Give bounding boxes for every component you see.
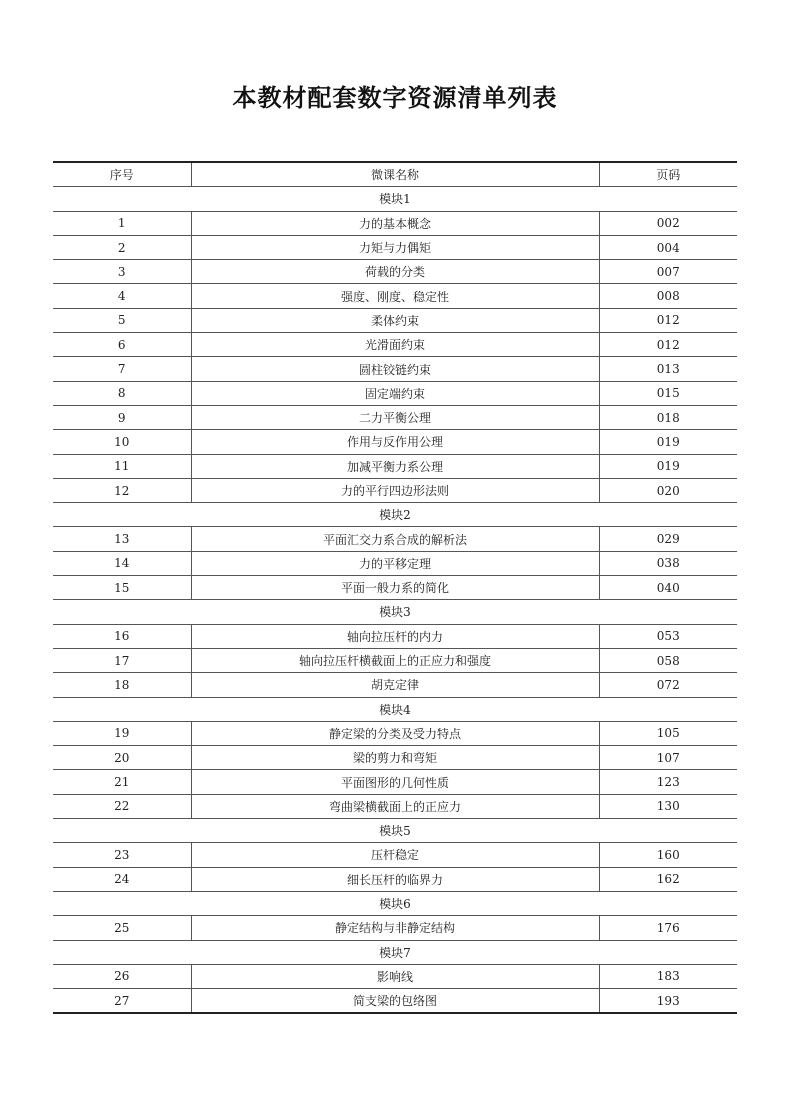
table-row bbox=[53, 235, 737, 259]
row-page: 029 bbox=[599, 527, 737, 551]
module-row bbox=[53, 891, 737, 915]
module-label: 模块1 bbox=[53, 187, 737, 211]
row-index: 3 bbox=[53, 260, 191, 284]
row-index: 19 bbox=[53, 721, 191, 745]
table-row bbox=[53, 381, 737, 405]
row-page: 160 bbox=[599, 843, 737, 867]
table-row bbox=[53, 843, 737, 867]
row-index: 8 bbox=[53, 381, 191, 405]
table-row bbox=[53, 551, 737, 575]
row-lesson-name: 力的基本概念 bbox=[191, 211, 599, 235]
table-row bbox=[53, 624, 737, 648]
row-lesson-name: 静定梁的分类及受力特点 bbox=[191, 721, 599, 745]
row-page: 040 bbox=[599, 576, 737, 600]
header-page: 页码 bbox=[599, 162, 737, 187]
module-label: 模块4 bbox=[53, 697, 737, 721]
row-page: 058 bbox=[599, 648, 737, 672]
module-row bbox=[53, 600, 737, 624]
module-label: 模块6 bbox=[53, 891, 737, 915]
row-page: 015 bbox=[599, 381, 737, 405]
table-row bbox=[53, 527, 737, 551]
module-label: 模块5 bbox=[53, 819, 737, 843]
row-index: 24 bbox=[53, 867, 191, 891]
row-index: 20 bbox=[53, 746, 191, 770]
row-lesson-name: 压杆稳定 bbox=[191, 843, 599, 867]
module-row bbox=[53, 819, 737, 843]
table-row bbox=[53, 333, 737, 357]
row-page: 053 bbox=[599, 624, 737, 648]
row-index: 10 bbox=[53, 430, 191, 454]
module-label: 模块2 bbox=[53, 503, 737, 527]
row-index: 23 bbox=[53, 843, 191, 867]
table-row bbox=[53, 964, 737, 988]
row-index: 1 bbox=[53, 211, 191, 235]
module-row bbox=[53, 187, 737, 211]
module-row bbox=[53, 940, 737, 964]
row-lesson-name: 强度、刚度、稳定性 bbox=[191, 284, 599, 308]
row-index: 5 bbox=[53, 308, 191, 332]
row-lesson-name: 平面汇交力系合成的解析法 bbox=[191, 527, 599, 551]
row-lesson-name: 柔体约束 bbox=[191, 308, 599, 332]
row-page: 020 bbox=[599, 478, 737, 502]
row-index: 14 bbox=[53, 551, 191, 575]
row-page: 107 bbox=[599, 746, 737, 770]
row-index: 12 bbox=[53, 478, 191, 502]
row-lesson-name: 简支梁的包络图 bbox=[191, 989, 599, 1014]
row-lesson-name: 影响线 bbox=[191, 964, 599, 988]
row-index: 4 bbox=[53, 284, 191, 308]
row-lesson-name: 轴向拉压杆横截面上的正应力和强度 bbox=[191, 648, 599, 672]
row-index: 27 bbox=[53, 989, 191, 1014]
table-row bbox=[53, 211, 737, 235]
table-row bbox=[53, 405, 737, 429]
row-page: 019 bbox=[599, 454, 737, 478]
table-row bbox=[53, 308, 737, 332]
row-page: 008 bbox=[599, 284, 737, 308]
row-page: 038 bbox=[599, 551, 737, 575]
row-index: 21 bbox=[53, 770, 191, 794]
row-lesson-name: 作用与反作用公理 bbox=[191, 430, 599, 454]
row-page: 013 bbox=[599, 357, 737, 381]
table-row bbox=[53, 673, 737, 697]
row-index: 17 bbox=[53, 648, 191, 672]
row-index: 9 bbox=[53, 405, 191, 429]
table-header-row bbox=[53, 162, 737, 187]
row-lesson-name: 细长压杆的临界力 bbox=[191, 867, 599, 891]
row-page: 012 bbox=[599, 333, 737, 357]
row-index: 18 bbox=[53, 673, 191, 697]
row-page: 123 bbox=[599, 770, 737, 794]
row-lesson-name: 弯曲梁横截面上的正应力 bbox=[191, 794, 599, 818]
table-row bbox=[53, 721, 737, 745]
row-index: 16 bbox=[53, 624, 191, 648]
module-row bbox=[53, 503, 737, 527]
table-row bbox=[53, 648, 737, 672]
row-page: 105 bbox=[599, 721, 737, 745]
row-page: 130 bbox=[599, 794, 737, 818]
header-index: 序号 bbox=[53, 162, 191, 187]
table-row bbox=[53, 746, 737, 770]
page-title: 本教材配套数字资源清单列表 bbox=[232, 84, 558, 112]
row-index: 2 bbox=[53, 235, 191, 259]
row-page: 007 bbox=[599, 260, 737, 284]
row-page: 176 bbox=[599, 916, 737, 940]
resource-table bbox=[53, 161, 737, 1014]
row-lesson-name: 梁的剪力和弯矩 bbox=[191, 746, 599, 770]
table-row bbox=[53, 454, 737, 478]
table-row bbox=[53, 916, 737, 940]
row-index: 22 bbox=[53, 794, 191, 818]
module-label: 模块3 bbox=[53, 600, 737, 624]
row-index: 26 bbox=[53, 964, 191, 988]
table-row bbox=[53, 260, 737, 284]
row-index: 15 bbox=[53, 576, 191, 600]
row-page: 018 bbox=[599, 405, 737, 429]
table-row bbox=[53, 357, 737, 381]
table-row bbox=[53, 770, 737, 794]
row-index: 13 bbox=[53, 527, 191, 551]
row-page: 012 bbox=[599, 308, 737, 332]
row-lesson-name: 二力平衡公理 bbox=[191, 405, 599, 429]
table-row bbox=[53, 430, 737, 454]
table-row bbox=[53, 794, 737, 818]
row-lesson-name: 轴向拉压杆的内力 bbox=[191, 624, 599, 648]
row-page: 004 bbox=[599, 235, 737, 259]
row-lesson-name: 力矩与力偶矩 bbox=[191, 235, 599, 259]
row-lesson-name: 力的平移定理 bbox=[191, 551, 599, 575]
table-row bbox=[53, 478, 737, 502]
row-page: 002 bbox=[599, 211, 737, 235]
row-lesson-name: 胡克定律 bbox=[191, 673, 599, 697]
table-row bbox=[53, 989, 737, 1014]
row-lesson-name: 圆柱铰链约束 bbox=[191, 357, 599, 381]
row-page: 162 bbox=[599, 867, 737, 891]
row-lesson-name: 平面一般力系的简化 bbox=[191, 576, 599, 600]
row-page: 072 bbox=[599, 673, 737, 697]
table-row bbox=[53, 576, 737, 600]
table-row bbox=[53, 867, 737, 891]
table-row bbox=[53, 284, 737, 308]
row-lesson-name: 固定端约束 bbox=[191, 381, 599, 405]
row-lesson-name: 力的平行四边形法则 bbox=[191, 478, 599, 502]
row-page: 193 bbox=[599, 989, 737, 1014]
module-row bbox=[53, 697, 737, 721]
row-lesson-name: 荷载的分类 bbox=[191, 260, 599, 284]
row-lesson-name: 静定结构与非静定结构 bbox=[191, 916, 599, 940]
row-page: 019 bbox=[599, 430, 737, 454]
row-page: 183 bbox=[599, 964, 737, 988]
row-index: 11 bbox=[53, 454, 191, 478]
row-index: 7 bbox=[53, 357, 191, 381]
row-index: 6 bbox=[53, 333, 191, 357]
row-lesson-name: 光滑面约束 bbox=[191, 333, 599, 357]
row-index: 25 bbox=[53, 916, 191, 940]
table-body bbox=[53, 187, 737, 1014]
header-lesson-name: 微课名称 bbox=[191, 162, 599, 187]
row-lesson-name: 平面图形的几何性质 bbox=[191, 770, 599, 794]
row-lesson-name: 加减平衡力系公理 bbox=[191, 454, 599, 478]
module-label: 模块7 bbox=[53, 940, 737, 964]
